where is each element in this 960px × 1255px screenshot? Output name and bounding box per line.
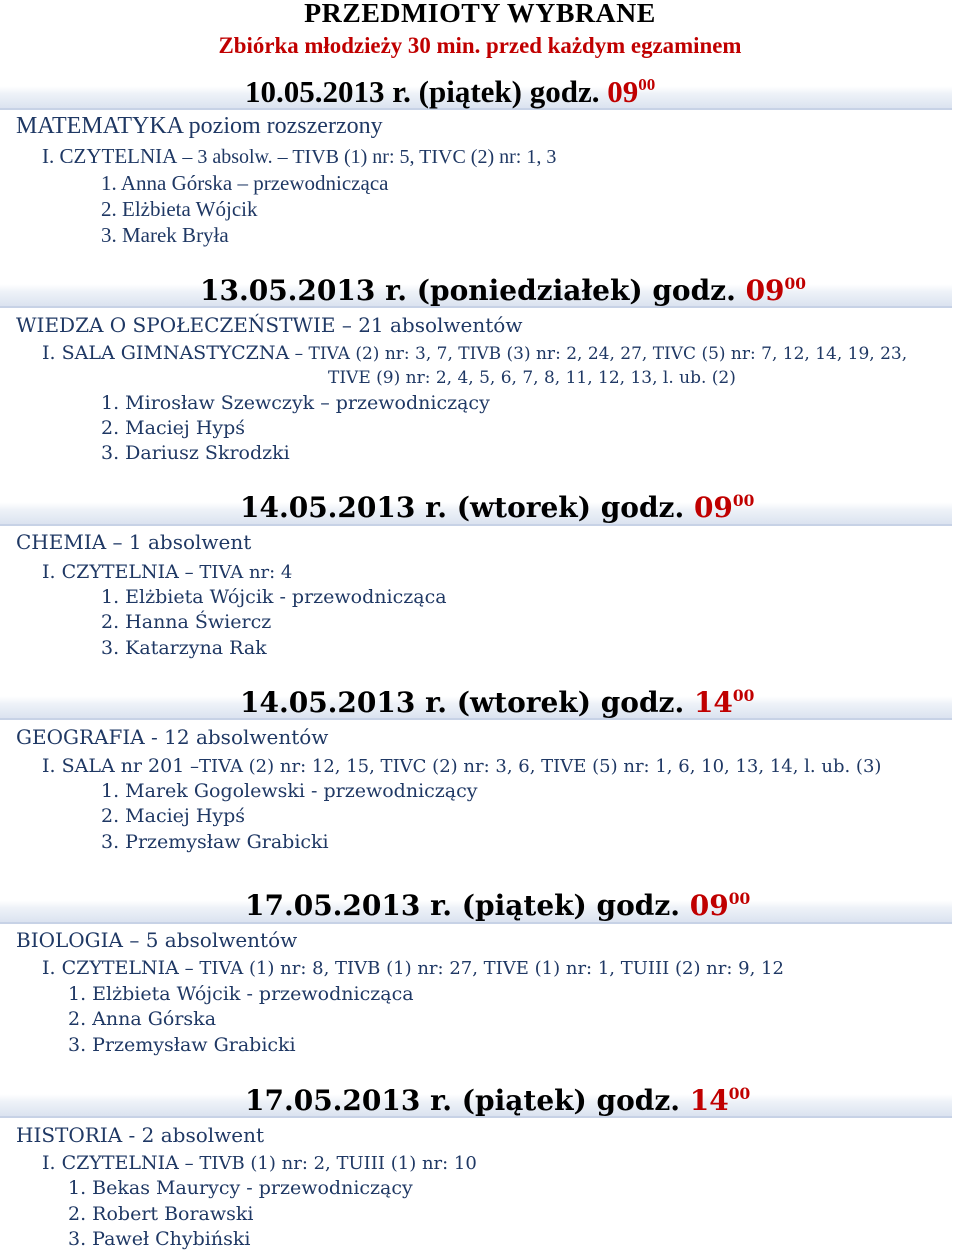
committee-member: 2. Elżbieta Wójcik: [101, 197, 258, 221]
committee-member: 1. Elżbieta Wójcik - przewodnicząca: [101, 586, 447, 608]
exam-room: I. SALA nr 201 –TIVA (2) nr: 12, 15, TIVC (2) nr: 3, 6, TIVE (5) nr: 1, 6, 10, 13, 14, l. ub. (3): [42, 755, 882, 777]
exam-date-heading: 17.05.2013 r. (piątek) godz. $14^{00}$: [245, 1084, 751, 1117]
committee-member: 2. Maciej Hypś: [101, 417, 246, 439]
committee-member: 2. Hanna Świercz: [101, 611, 272, 633]
exam-time: $09^{00}$: [745, 274, 806, 307]
exam-date-heading: 14.05.2013 r. (wtorek) godz. $14^{00}$: [240, 686, 755, 719]
committee-member: 1. Marek Gogolewski - przewodniczący: [101, 780, 478, 802]
exam-subject: CHEMIA – 1 absolwent: [16, 530, 252, 554]
committee-member: 2. Anna Górska: [68, 1008, 217, 1030]
page-title: PRZEDMIOTY WYBRANE: [304, 0, 656, 29]
committee-member: 3. Dariusz Skrodzki: [101, 442, 290, 464]
exam-time: $14^{00}$: [693, 686, 755, 719]
exam-room: I. CZYTELNIA – TIVA nr: 4: [42, 561, 293, 583]
committee-member: 1. Bekas Maurycy - przewodniczący: [68, 1177, 413, 1199]
exam-date-heading: 17.05.2013 r. (piątek) godz. $09^{00}$: [245, 889, 751, 922]
committee-member: 2. Maciej Hypś: [101, 805, 246, 827]
exam-date-heading: 13.05.2013 r. (poniedziałek) godz. $09^{00}$: [200, 274, 806, 307]
exam-room: I. CZYTELNIA – 3 absolw. – TIVB (1) nr: 5, TIVC (2) nr: 1, 3: [42, 144, 557, 168]
exam-date-heading: 14.05.2013 r. (wtorek) godz. $09^{00}$: [240, 491, 755, 524]
committee-member: 1. Mirosław Szewczyk – przewodniczący: [101, 392, 490, 414]
exam-time: $14^{00}$: [689, 1084, 751, 1117]
exam-room: I. CZYTELNIA – TIVB (1) nr: 2, TUIII (1) nr: 10: [42, 1152, 477, 1174]
committee-member: 3. Katarzyna Rak: [101, 637, 267, 659]
committee-member: 2. Robert Borawski: [68, 1203, 254, 1225]
committee-member: 3. Przemysław Grabicki: [101, 831, 329, 853]
exam-time: $09^{00}$: [693, 491, 755, 524]
committee-member: 3. Marek Bryła: [101, 223, 229, 247]
exam-time: $09^{00}$: [607, 74, 656, 109]
committee-member: 1. Anna Górska – przewodnicząca: [101, 171, 389, 195]
committee-member: 3. Przemysław Grabicki: [68, 1034, 296, 1056]
exam-room: I. SALA GIMNASTYCZNA – TIVA (2) nr: 3, 7, TIVB (3) nr: 2, 24, 27, TIVC (5) nr: 7, 12, 14, 19, 23,: [42, 342, 908, 364]
exam-room-groups-continued: TIVE (9) nr: 2, 4, 5, 6, 7, 8, 11, 12, 13, l. ub. (2): [328, 368, 736, 388]
exam-subject: HISTORIA - 2 absolwent: [16, 1123, 265, 1147]
exam-subject: GEOGRAFIA - 12 absolwentów: [16, 725, 329, 749]
exam-subject: WIEDZA O SPOŁECZEŃSTWIE – 21 absolwentów: [16, 313, 523, 337]
page-subtitle: Zbiórka młodzieży 30 min. przed każdym egzaminem: [218, 33, 742, 58]
exam-subject: MATEMATYKA poziom rozszerzony: [16, 113, 383, 139]
exam-date-heading: 10.05.2013 r. (piątek) godz. $09^{00}$: [245, 74, 656, 109]
committee-member: 1. Elżbieta Wójcik - przewodnicząca: [68, 983, 414, 1005]
exam-room: I. CZYTELNIA – TIVA (1) nr: 8, TIVB (1) nr: 27, TIVE (1) nr: 1, TUIII (2) nr: 9, 12: [42, 957, 784, 979]
exam-subject: BIOLOGIA – 5 absolwentów: [16, 928, 298, 952]
committee-member: 3. Paweł Chybiński: [68, 1228, 251, 1250]
exam-time: $09^{00}$: [689, 889, 751, 922]
